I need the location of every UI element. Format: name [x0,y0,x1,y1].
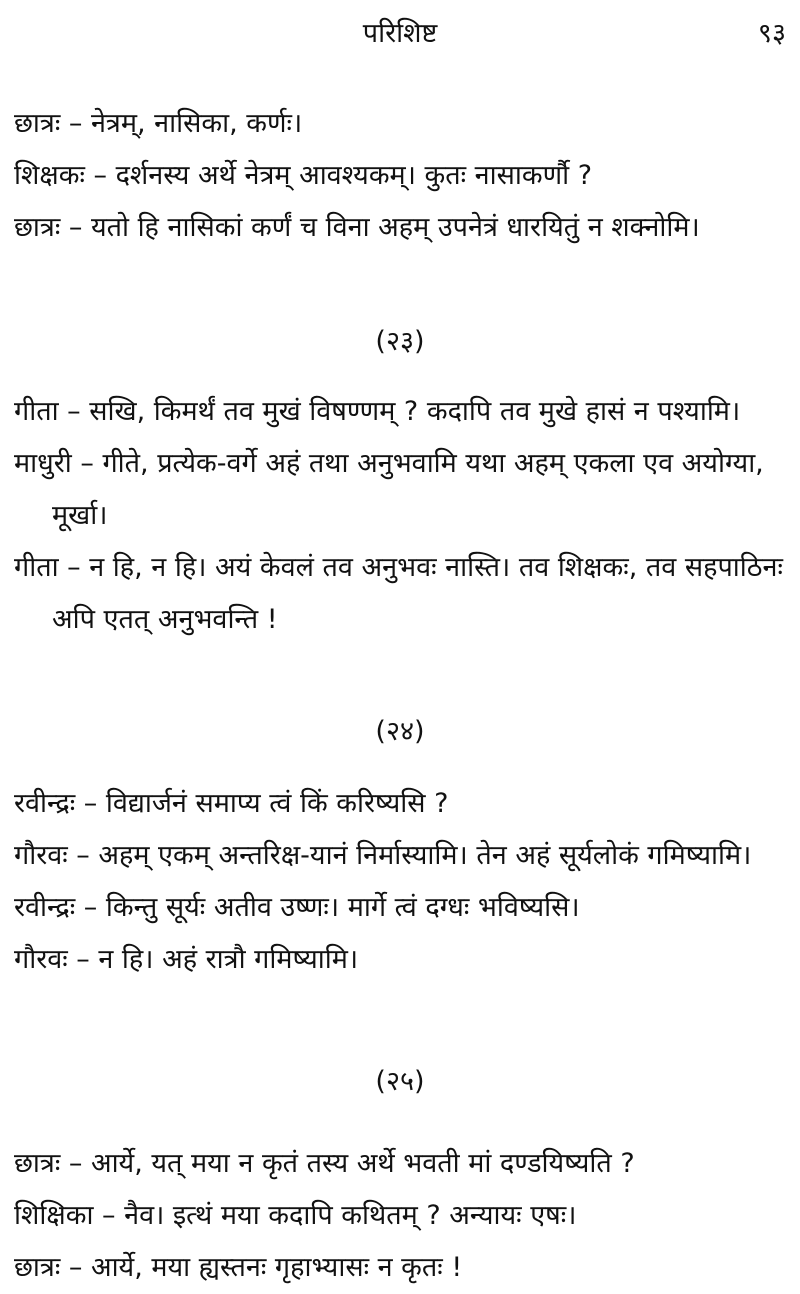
page-number: ९३ [757,18,786,49]
dialogue-line: छात्रः – आर्ये, यत् मया न कृतं तस्य अर्थे भवती मां दण्डयिष्यति ? [14,1148,635,1179]
dialogue-line: गीता – न हि, न हि। अयं केवलं तव अनुभवः नास्ति। तव शिक्षकः, तव सहपाठिनः अपि एतत् अनुभवन्ति ! [14,552,783,635]
section-number-23: (२३) [375,326,425,357]
dialogue-block-23 [14,386,786,646]
dialogue-line: गौरवः – न हि। अहं रात्रौ गमिष्यामि। [14,944,359,975]
running-title: परिशिष्ट [362,18,438,49]
section-number-25: (२५) [375,1066,425,1097]
dialogue-line: छात्रः – आर्ये, मया ह्यस्तनः गृहाभ्यासः न कृतः ! [14,1252,463,1283]
dialogue-line: छात्रः – यतो हि नासिकां कर्णं च विना अहम् उपनेत्रं धारयितुं न शक्नोमि। [14,212,700,243]
dialogue-line: रवीन्द्रः – विद्यार्जनं समाप्य त्वं किं करिष्यसि ? [14,788,449,819]
dialogue-line: गौरवः – अहम् एकम् अन्तरिक्ष-यानं निर्मास्यामि। तेन अहं सूर्यलोकं गमिष्यामि। [14,840,752,871]
dialogue-line: गीता – सखि, किमर्थं तव मुखं विषण्णम् ? कदापि तव मुखे हासं न पश्यामि। [14,396,741,427]
page-header [0,14,800,54]
section-number-24: (२४) [375,716,425,747]
dialogue-line: माधुरी – गीते, प्रत्येक-वर्गे अहं तथा अनुभवामि यथा अहम् एकला एव अयोग्या, मूर्खा। [14,448,764,531]
dialogue-line: शिक्षिका – नैव। इत्थं मया कदापि कथितम् ? अन्यायः एषः। [14,1200,577,1231]
dialogue-line: शिक्षकः – दर्शनस्य अर्थे नेत्रम् आवश्यकम्। कुतः नासाकर्णौ ? [14,160,593,191]
dialogue-block-25 [14,1138,786,1294]
dialogue-block-prev [14,98,786,254]
dialogue-block-24 [14,778,786,986]
dialogue-line: छात्रः – नेत्रम्, नासिका, कर्णः। [14,108,303,139]
dialogue-line: रवीन्द्रः – किन्तु सूर्यः अतीव उष्णः। मार्गे त्वं दग्धः भविष्यसि। [14,892,580,923]
